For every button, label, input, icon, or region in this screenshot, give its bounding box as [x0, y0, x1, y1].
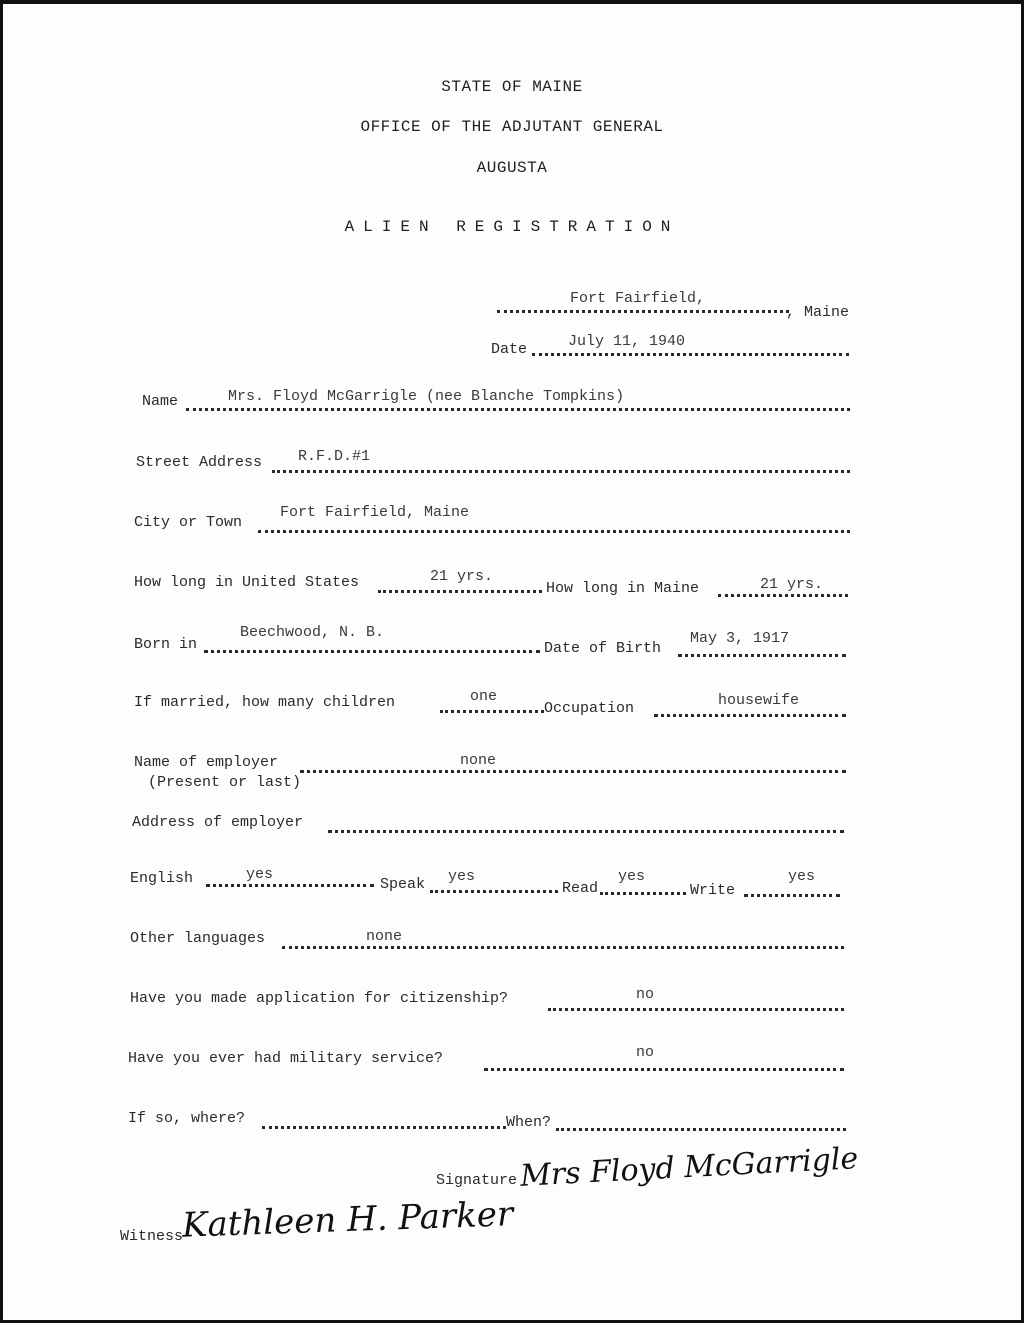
- military-dots: [484, 1068, 844, 1071]
- location-town: Fort Fairfield,: [570, 290, 706, 307]
- military-value: no: [636, 1044, 655, 1061]
- location-dots: [497, 310, 789, 313]
- signature-handwriting: Mrs Floyd McGarrigle: [519, 1141, 860, 1194]
- name-value: Mrs. Floyd McGarrigle (nee Blanche Tompkins): [228, 388, 625, 405]
- witness-label: Witness: [120, 1228, 184, 1245]
- date-label: Date: [491, 341, 528, 358]
- write-dots: [744, 894, 840, 897]
- name-dots: [186, 408, 850, 411]
- born-in-dots: [204, 650, 540, 653]
- write-value: yes: [788, 868, 816, 885]
- born-in-value: Beechwood, N. B.: [240, 624, 385, 641]
- military-label: Have you ever had military service?: [128, 1050, 444, 1067]
- speak-value: yes: [448, 868, 476, 885]
- signature-label: Signature: [436, 1172, 518, 1189]
- city-value: Fort Fairfield, Maine: [280, 504, 470, 521]
- name-label: Name: [142, 393, 179, 410]
- dob-dots: [678, 654, 846, 657]
- how-long-maine-dots: [718, 594, 848, 597]
- street-label: Street Address: [136, 454, 263, 471]
- street-value: R.F.D.#1: [298, 448, 371, 465]
- other-languages-dots: [282, 946, 844, 949]
- how-long-us-dots: [378, 590, 542, 593]
- street-dots: [272, 470, 850, 473]
- form-title: ALIEN REGISTRATION: [344, 218, 680, 236]
- employer-address-dots: [328, 830, 844, 833]
- children-label: If married, how many children: [134, 694, 396, 711]
- citizenship-label: Have you made application for citizenship?: [130, 990, 509, 1007]
- header-city: AUGUSTA: [476, 159, 548, 177]
- citizenship-dots: [548, 1008, 844, 1011]
- employer-name-label: Name of employer: [134, 754, 279, 771]
- occupation-value: housewife: [718, 692, 800, 709]
- location-state-label: , Maine: [786, 304, 850, 321]
- employer-name-sublabel: (Present or last): [148, 774, 302, 791]
- witness-handwriting: Kathleen H. Parker: [181, 1194, 514, 1246]
- how-long-us-label: How long in United States: [134, 574, 360, 591]
- how-long-maine-value: 21 yrs.: [760, 576, 824, 593]
- dob-label: Date of Birth: [544, 640, 662, 657]
- children-value: one: [470, 688, 498, 705]
- city-dots: [258, 530, 850, 533]
- scan-border-top: [0, 0, 1024, 4]
- read-dots: [600, 892, 686, 895]
- header-state: STATE OF MAINE: [441, 78, 583, 96]
- how-long-us-value: 21 yrs.: [430, 568, 494, 585]
- employer-name-dots: [300, 770, 846, 773]
- dob-value: May 3, 1917: [690, 630, 790, 647]
- children-dots: [440, 710, 544, 713]
- born-in-label: Born in: [134, 636, 198, 653]
- occupation-label: Occupation: [544, 700, 635, 717]
- when-dots: [556, 1128, 846, 1131]
- speak-label: Speak: [380, 876, 426, 893]
- scan-border-left: [0, 0, 3, 1323]
- city-label: City or Town: [134, 514, 243, 531]
- read-value: yes: [618, 868, 646, 885]
- read-label: Read: [562, 880, 599, 897]
- occupation-dots: [654, 714, 846, 717]
- header-office: OFFICE OF THE ADJUTANT GENERAL: [360, 118, 664, 136]
- other-languages-value: none: [366, 928, 403, 945]
- where-dots: [262, 1126, 506, 1129]
- date-value: July 11, 1940: [568, 333, 686, 350]
- english-dots: [206, 884, 374, 887]
- employer-name-value: none: [460, 752, 497, 769]
- where-label: If so, where?: [128, 1110, 246, 1127]
- write-label: Write: [690, 882, 736, 899]
- employer-address-label: Address of employer: [132, 814, 304, 831]
- english-value: yes: [246, 866, 274, 883]
- english-label: English: [130, 870, 194, 887]
- date-dots: [532, 353, 849, 356]
- speak-dots: [430, 890, 558, 893]
- how-long-maine-label: How long in Maine: [546, 580, 700, 597]
- when-label: When?: [506, 1114, 552, 1131]
- other-languages-label: Other languages: [130, 930, 266, 947]
- citizenship-value: no: [636, 986, 655, 1003]
